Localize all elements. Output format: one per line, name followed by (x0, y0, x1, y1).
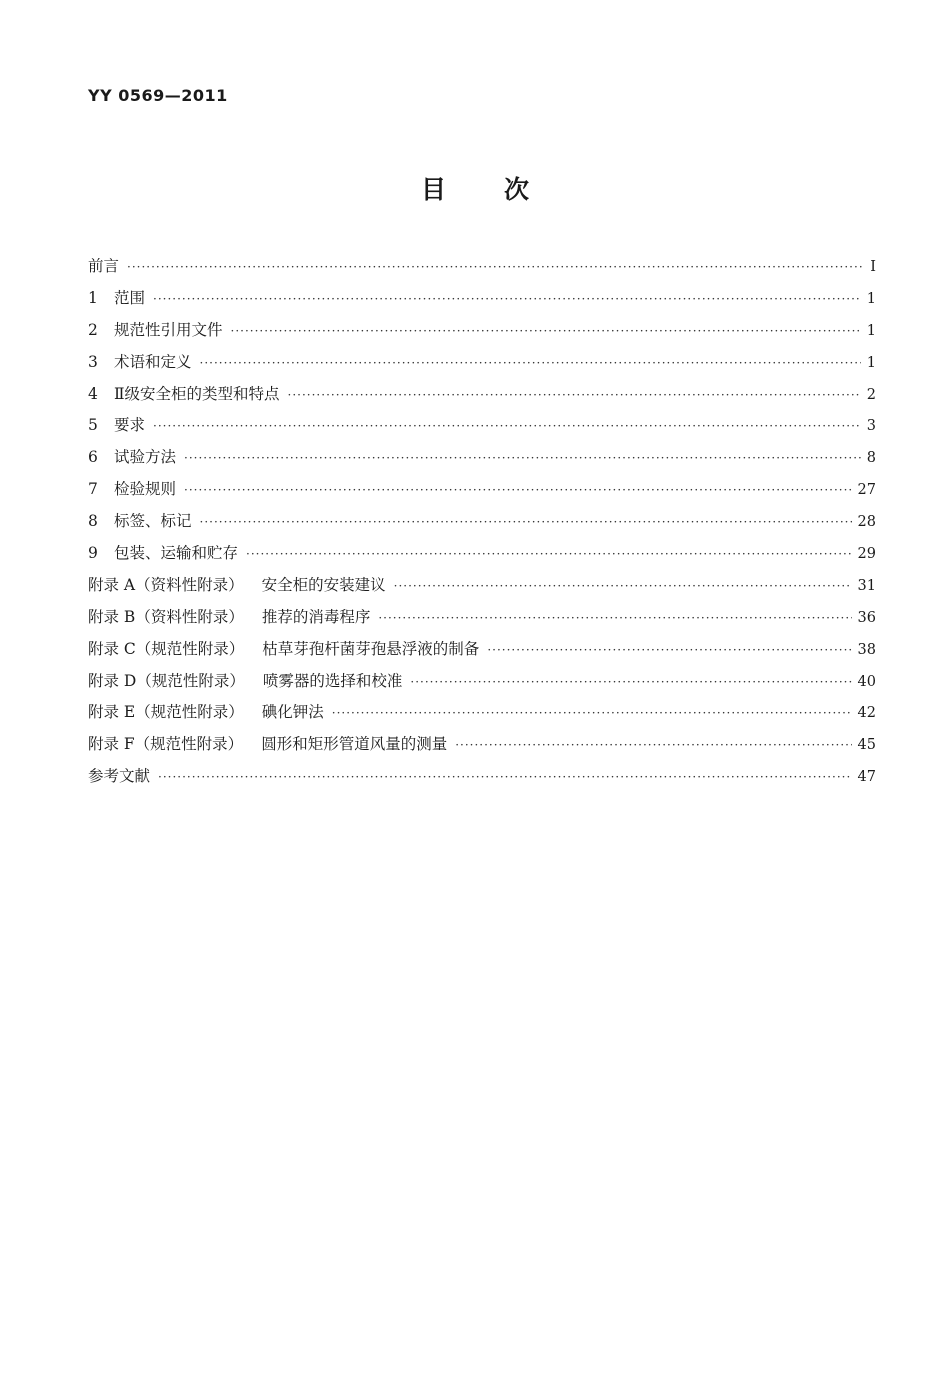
toc-leader-dots (231, 324, 861, 338)
page-title (0, 170, 950, 206)
toc-page-number: 1 (866, 354, 876, 371)
toc-annex-number: 附录 D（规范性附录） (88, 671, 245, 690)
toc-number: 3 (88, 352, 98, 371)
toc-leader-dots (332, 706, 852, 720)
toc-label: 附录 B（资料性附录） 推荐的消毒程序 (88, 607, 371, 626)
toc-leader-dots (158, 770, 852, 784)
toc-label: 9 包装、运输和贮存 (88, 544, 239, 563)
toc-entry-labels[interactable] (88, 509, 876, 541)
toc-number: 6 (88, 448, 98, 467)
title-char-2: 次 (504, 175, 530, 204)
toc-entry-terms[interactable] (88, 350, 876, 382)
toc-annex-number: 附录 E（规范性附录） (88, 703, 244, 722)
toc-annex-number: 附录 F（规范性附录） (88, 735, 244, 754)
toc-label: 附录 F（规范性附录） 圆形和矩形管道风量的测量 (88, 735, 448, 754)
toc-entry-test-methods[interactable] (88, 445, 876, 477)
toc-entry-foreword[interactable] (88, 254, 876, 286)
toc-leader-dots (153, 292, 861, 306)
toc-leader-dots (184, 483, 852, 497)
toc-annex-number: 附录 A（资料性附录） (88, 575, 244, 594)
toc-page-number: 42 (857, 705, 876, 722)
toc-entry-inspection-rules[interactable] (88, 477, 876, 509)
toc-leader-dots (378, 611, 851, 625)
toc-leader-dots (455, 738, 851, 752)
toc-page-number: 36 (857, 609, 876, 626)
toc-leader-dots (200, 356, 861, 370)
toc-entry-annex-c[interactable] (88, 637, 876, 669)
toc-entry-annex-e[interactable] (88, 700, 876, 732)
toc-page-number: 40 (857, 673, 876, 690)
toc-leader-dots (487, 643, 851, 657)
toc-label: 前言 (88, 257, 120, 275)
toc-page-number: Ⅰ (870, 259, 876, 275)
toc-leader-dots (127, 260, 864, 274)
toc-entry-annex-a[interactable] (88, 573, 876, 605)
toc-entry-annex-b[interactable] (88, 605, 876, 637)
toc-label: 8 标签、标记 (88, 512, 192, 531)
toc-number: 8 (88, 512, 98, 531)
standard-code: YY 0569—2011 (88, 86, 228, 105)
toc-label: 2 规范性引用文件 (88, 320, 223, 339)
toc-entry-packaging[interactable] (88, 541, 876, 573)
toc-number: 2 (88, 320, 98, 339)
toc-leader-dots (410, 675, 851, 689)
toc-annex-number: 附录 C（规范性附录） (88, 639, 245, 658)
table-of-contents (88, 254, 876, 796)
toc-page-number: 1 (866, 290, 876, 307)
toc-leader-dots (288, 388, 861, 402)
toc-page-number: 8 (866, 450, 876, 467)
toc-label: 附录 C（规范性附录） 枯草芽孢杆菌芽孢悬浮液的制备 (88, 639, 480, 658)
toc-leader-dots (394, 579, 852, 593)
toc-entry-bibliography[interactable] (88, 764, 876, 796)
toc-page-number: 38 (857, 641, 876, 658)
toc-page-number: 1 (866, 322, 876, 339)
toc-number: 1 (88, 288, 98, 307)
toc-number: 7 (88, 480, 98, 499)
toc-leader-dots (153, 419, 861, 433)
toc-label: 3 术语和定义 (88, 352, 192, 371)
toc-leader-dots (246, 547, 852, 561)
toc-entry-normative-references[interactable] (88, 318, 876, 350)
toc-page-number: 29 (857, 546, 876, 563)
toc-label: 4 Ⅱ级安全柜的类型和特点 (88, 384, 280, 403)
toc-page-number: 28 (857, 514, 876, 531)
toc-label: 附录 D（规范性附录） 喷雾器的选择和校准 (88, 671, 403, 690)
toc-page-number: 27 (857, 482, 876, 499)
toc-page-number: 45 (857, 737, 876, 754)
toc-number: 9 (88, 544, 98, 563)
toc-entry-requirements[interactable] (88, 413, 876, 445)
toc-label: 6 试验方法 (88, 448, 177, 467)
toc-page-number: 3 (866, 418, 876, 435)
toc-label: 附录 A（资料性附录） 安全柜的安装建议 (88, 575, 386, 594)
toc-label: 参考文献 (88, 767, 151, 786)
toc-leader-dots (200, 515, 852, 529)
toc-number: 5 (88, 416, 98, 435)
toc-label: 1 范围 (88, 288, 146, 307)
toc-entry-cabinet-types[interactable] (88, 382, 876, 414)
toc-entry-annex-d[interactable] (88, 669, 876, 701)
toc-page-number: 47 (857, 769, 876, 786)
title-char-1: 目 (420, 175, 446, 204)
toc-page-number: 2 (866, 386, 876, 403)
toc-annex-number: 附录 B（资料性附录） (88, 607, 244, 626)
toc-leader-dots (184, 451, 861, 465)
toc-number: 4 (88, 384, 98, 403)
toc-entry-annex-f[interactable] (88, 732, 876, 764)
toc-label: 5 要求 (88, 416, 146, 435)
toc-page-number: 31 (857, 577, 876, 594)
toc-entry-scope[interactable] (88, 286, 876, 318)
toc-label: 7 检验规则 (88, 480, 177, 499)
toc-label: 附录 E（规范性附录） 碘化钾法 (88, 703, 324, 722)
